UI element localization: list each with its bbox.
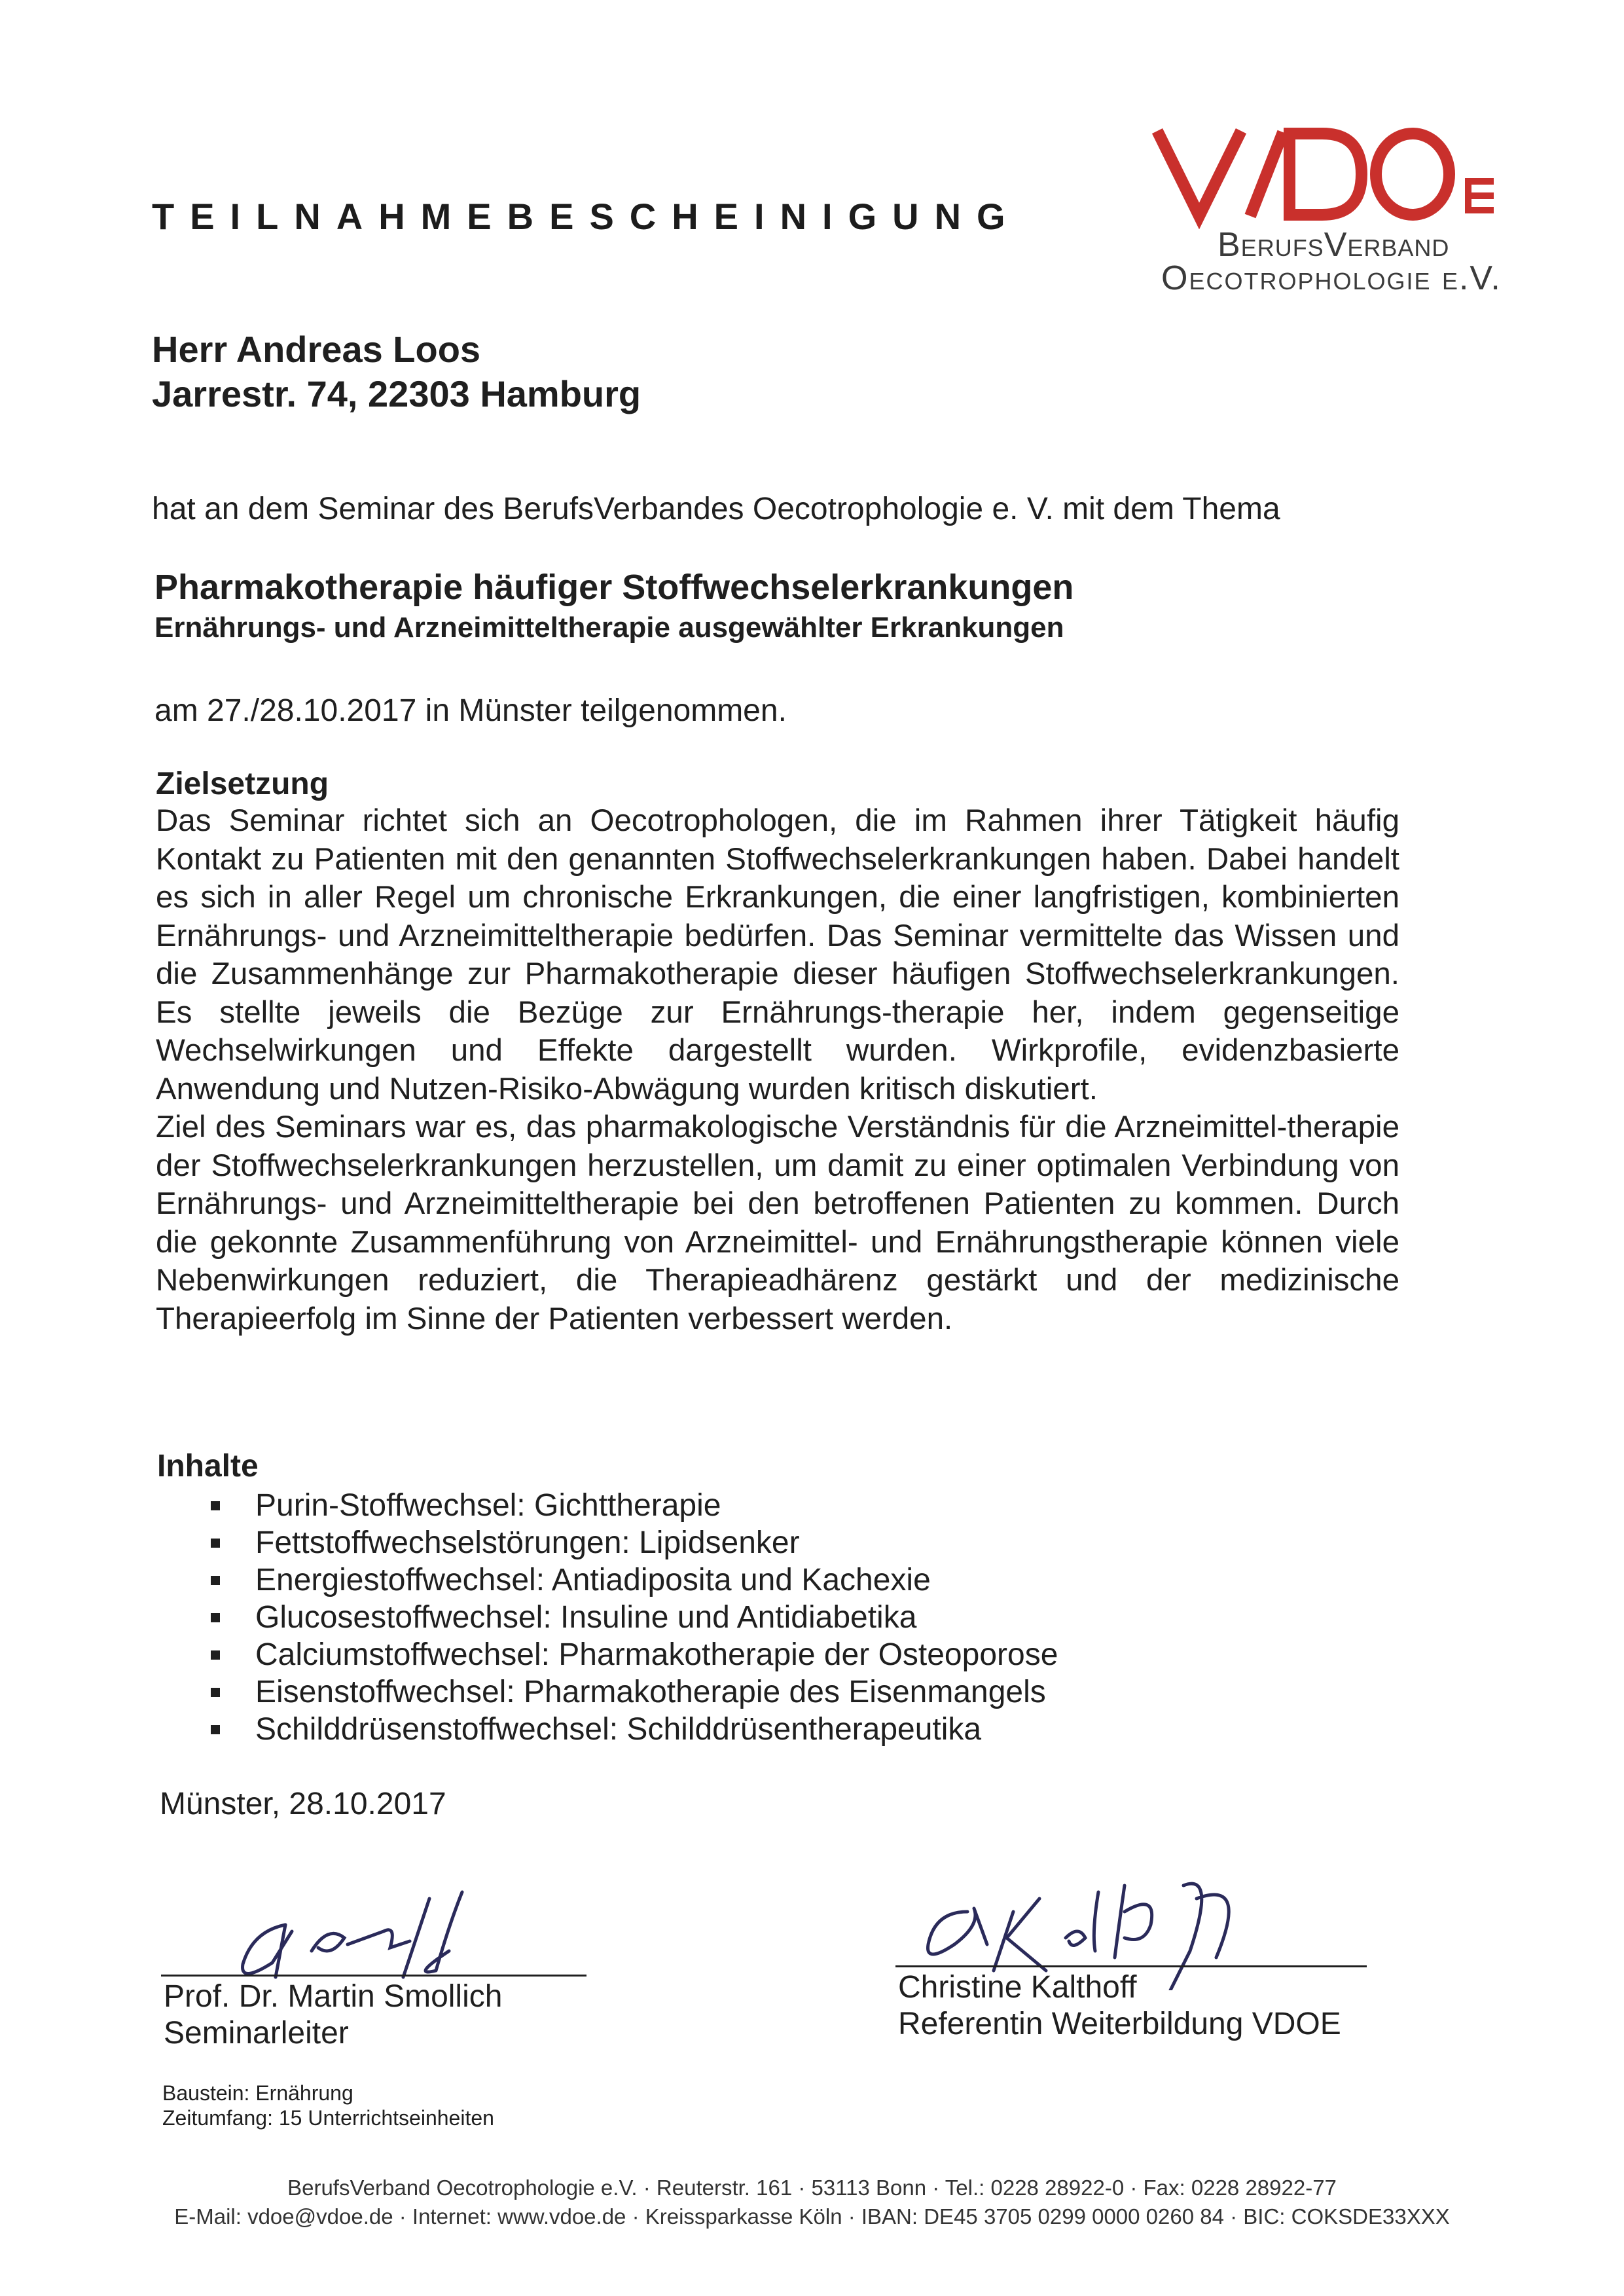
bullet-icon [211,1576,220,1585]
list-item: Energiestoffwechsel: Antiadiposita und Kachexie [157,1561,1401,1599]
footer-line-2: E-Mail: vdoe@vdoe.de · Internet: www.vdoe.de · Kreissparkasse Köln · IBAN: DE45 3705 0299 0000 0260 84 · BIC: COKSDE33XXX [174,2204,1450,2229]
list-item: Eisenstoffwechsel: Pharmakotherapie des Eisenmangels [157,1673,1401,1711]
goal-section [156,766,1399,1338]
footer [0,2174,1624,2231]
vdoe-logo-mark [1152,118,1519,229]
seminar-title: Pharmakotherapie häufiger Stoffwechselerkrankungen [154,568,1074,607]
recipient-address: Jarrestr. 74, 22303 Hamburg [152,373,641,414]
footer-line-1: BerufsVerband Oecotrophologie e.V. · Reuterstr. 161 · 53113 Bonn · Tel.: 0228 28922-0 · Fax: 0228 28922-77 [287,2176,1337,2200]
place-date: Münster, 28.10.2017 [160,1787,446,1821]
list-item: Schilddrüsenstoffwechsel: Schilddrüsentherapeutika [157,1711,1401,1748]
bullet-icon [211,1501,220,1510]
handwritten-signature-left [213,1886,554,1984]
signer-role-right: Referentin Weiterbildung VDOE [898,2007,1341,2041]
intro-text: hat an dem Seminar des BerufsVerbandes Oecotrophologie e. V. mit dem Thema [152,492,1280,526]
bullet-icon [211,1725,220,1734]
goal-paragraph-1: Das Seminar richtet sich an Oecotrophologen, die im Rahmen ihrer Tätigkeit häufig Kontakt zu Patienten mit den genannten Stoffwechselerkrankungen haben. Dabei handelt es sich in aller Regel um chronische Erkrankungen, die einer langfristigen, kombinierten Ernährungs- und Arzneimitteltherapie bedürfen. Das Seminar vermittelte das Wissen und die Zusammenhänge zur Pharmakotherapie dieser häufigen Stoffwechselerkrankungen. Es stellte jeweils die Bezüge zur Ernährungs-therapie her, indem gegenseitige Wechselwirkungen und Effekte dargestellt wurden. Wirkprofile, evidenzbasierte Anwendung und Nutzen-Risiko-Abwägung wurden kritisch diskutiert. [156,803,1399,1106]
signature-line-left [161,1975,586,1977]
vdoe-logo [1152,118,1519,301]
bullet-icon [211,1539,220,1548]
bullet-icon [211,1650,220,1660]
contents-list [157,1487,1401,1748]
list-item: Purin-Stoffwechsel: Gichttherapie [157,1487,1401,1524]
logo-line-2: Oecotrophologie e.V. [1161,259,1502,297]
course-meta [162,2081,494,2130]
goal-paragraph-2: Ziel des Seminars war es, das pharmakologische Verständnis für die Arzneimittel-therapie der Stoffwechselerkrankungen herzustellen, um damit zu einer optimalen Verbindung von Ernährungs- und Arzneimitteltherapie bei den betroffenen Patienten zu kommen. Durch die gekonnte Zusammenführung von Arzneimittel- und Ernährungstherapie können viele Nebenwirkungen reduziert, die Therapieadhärenz gestärkt und der medizinische Therapieerfolg im Sinne der Patienten verbessert werden. [156,1110,1399,1336]
logo-line-1: BerufsVerband [1218,226,1450,264]
bullet-icon [211,1613,220,1622]
seminar-subtitle: Ernährungs- und Arzneimitteltherapie ausgewählter Erkrankungen [154,611,1064,644]
participation-date: am 27./28.10.2017 in Münster teilgenommen. [154,693,787,728]
contents-heading: Inhalte [157,1449,259,1484]
signature-right [895,1872,1419,2043]
signer-role-left: Seminarleiter [164,2016,349,2050]
contents-section [157,1448,1401,1748]
bullet-icon [211,1688,220,1697]
signature-line-right [895,1965,1367,1967]
goal-heading: Zielsetzung [156,767,329,801]
signature-left [161,1886,593,2056]
signer-name-right: Christine Kalthoff [898,1970,1137,2005]
list-item: Glucosestoffwechsel: Insuline und Antidiabetika [157,1599,1401,1636]
module-label: Baustein: Ernährung [162,2081,353,2105]
list-item: Calciumstoffwechsel: Pharmakotherapie der Osteoporose [157,1636,1401,1673]
document-title: TEILNAHMEBESCHEINIGUNG [152,196,1021,237]
duration-label: Zeitumfang: 15 Unterrichtseinheiten [162,2106,494,2130]
recipient-block [152,327,641,416]
recipient-name: Herr Andreas Loos [152,329,481,370]
list-item: Fettstoffwechselstörungen: Lipidsenker [157,1524,1401,1561]
signer-name-left: Prof. Dr. Martin Smollich [164,1979,503,2014]
